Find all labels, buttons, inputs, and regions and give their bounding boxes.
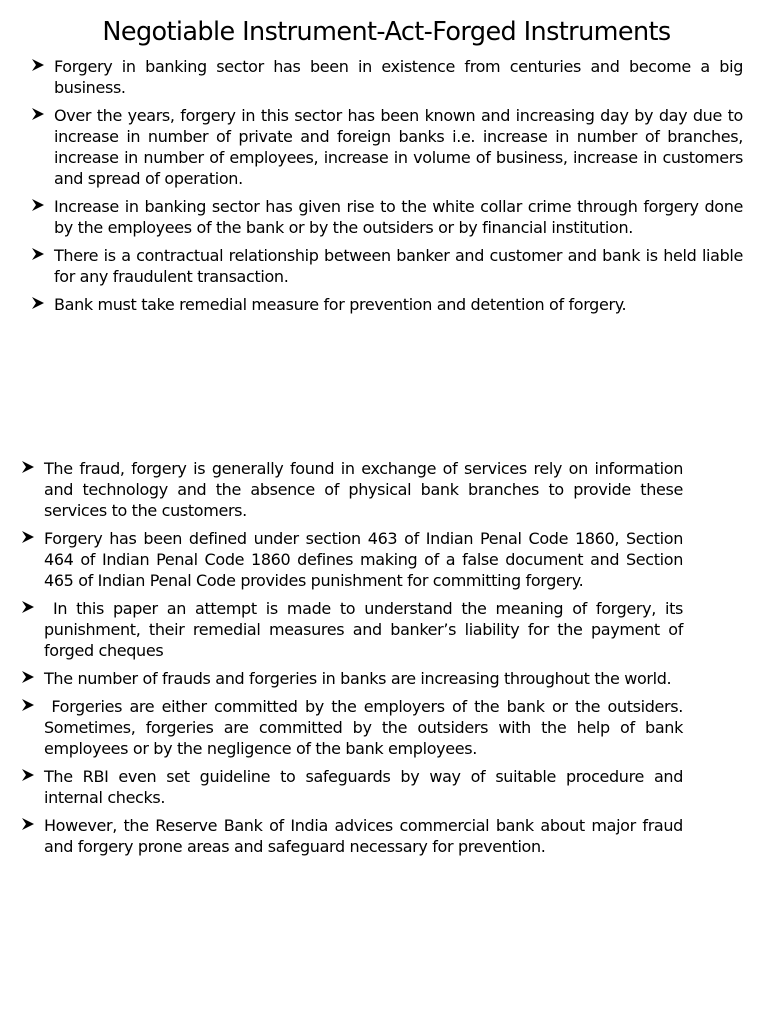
list-item bbox=[44, 696, 688, 759]
arrowhead-bullet-icon bbox=[31, 198, 45, 212]
bullet-list-forgery-overview bbox=[54, 56, 743, 322]
list-item bbox=[54, 105, 743, 189]
arrowhead-bullet-icon bbox=[21, 530, 35, 544]
list-item bbox=[44, 598, 688, 661]
list-item bbox=[44, 766, 683, 808]
arrowhead-bullet-icon bbox=[31, 58, 45, 72]
arrowhead-bullet-icon bbox=[21, 768, 35, 782]
arrowhead-bullet-icon bbox=[31, 247, 45, 261]
list-item-text: The RBI even set guideline to safeguards by way of suitable procedure and internal checks. bbox=[44, 767, 683, 807]
arrowhead-bullet-icon bbox=[21, 460, 35, 474]
list-item bbox=[44, 668, 683, 689]
list-item-text: Forgeries are either committed by the employers of the bank or the outsiders. Sometimes, forgeries are committed by the outsiders with the help of bank employees or by the negligence of the bank employees. bbox=[44, 697, 688, 758]
arrowhead-bullet-icon bbox=[31, 296, 45, 310]
list-item bbox=[44, 528, 683, 591]
arrowhead-bullet-icon bbox=[21, 670, 35, 684]
list-item-text: In this paper an attempt is made to understand the meaning of forgery, its punishment, their remedial measures and banker’s liability for the payment of forged cheques bbox=[44, 599, 688, 660]
list-item bbox=[54, 245, 743, 287]
list-item-text: The fraud, forgery is generally found in exchange of services rely on information and technology and the absence of physical bank branches to provide these services to the customers. bbox=[44, 459, 683, 520]
arrowhead-bullet-icon bbox=[21, 600, 35, 614]
list-item bbox=[54, 196, 743, 238]
list-item bbox=[54, 56, 743, 98]
list-item-text: However, the Reserve Bank of India advices commercial bank about major fraud and forgery prone areas and safeguard necessary for prevention. bbox=[44, 816, 683, 856]
list-item-text: Over the years, forgery in this sector has been known and increasing day by day due to increase in number of private and foreign banks i.e. increase in number of branches, increase in number of employees, increase in volume of business, increase in customers and spread of operation. bbox=[54, 106, 743, 188]
page-title: Negotiable Instrument-Act-Forged Instruments bbox=[102, 17, 671, 47]
list-item bbox=[44, 458, 683, 521]
list-item-text: Forgery has been defined under section 463 of Indian Penal Code 1860, Section 464 of Indian Penal Code 1860 defines making of a false document and Section 465 of Indian Penal Code provides punishment for committing forgery. bbox=[44, 529, 683, 590]
arrowhead-bullet-icon bbox=[31, 107, 45, 121]
arrowhead-bullet-icon bbox=[21, 817, 35, 831]
list-item-text: Forgery in banking sector has been in existence from centuries and become a big business. bbox=[54, 57, 743, 97]
list-item bbox=[54, 294, 743, 315]
arrowhead-bullet-icon bbox=[21, 698, 35, 712]
list-item-text: There is a contractual relationship between banker and customer and bank is held liable for any fraudulent transaction. bbox=[54, 246, 743, 286]
list-item bbox=[44, 815, 683, 857]
bullet-list-forgery-details bbox=[44, 458, 688, 864]
list-item-text: The number of frauds and forgeries in banks are increasing throughout the world. bbox=[44, 669, 672, 688]
list-item-text: Bank must take remedial measure for prevention and detention of forgery. bbox=[54, 295, 627, 314]
list-item-text: Increase in banking sector has given rise to the white collar crime through forgery done by the employees of the bank or by the outsiders or by financial institution. bbox=[54, 197, 743, 237]
